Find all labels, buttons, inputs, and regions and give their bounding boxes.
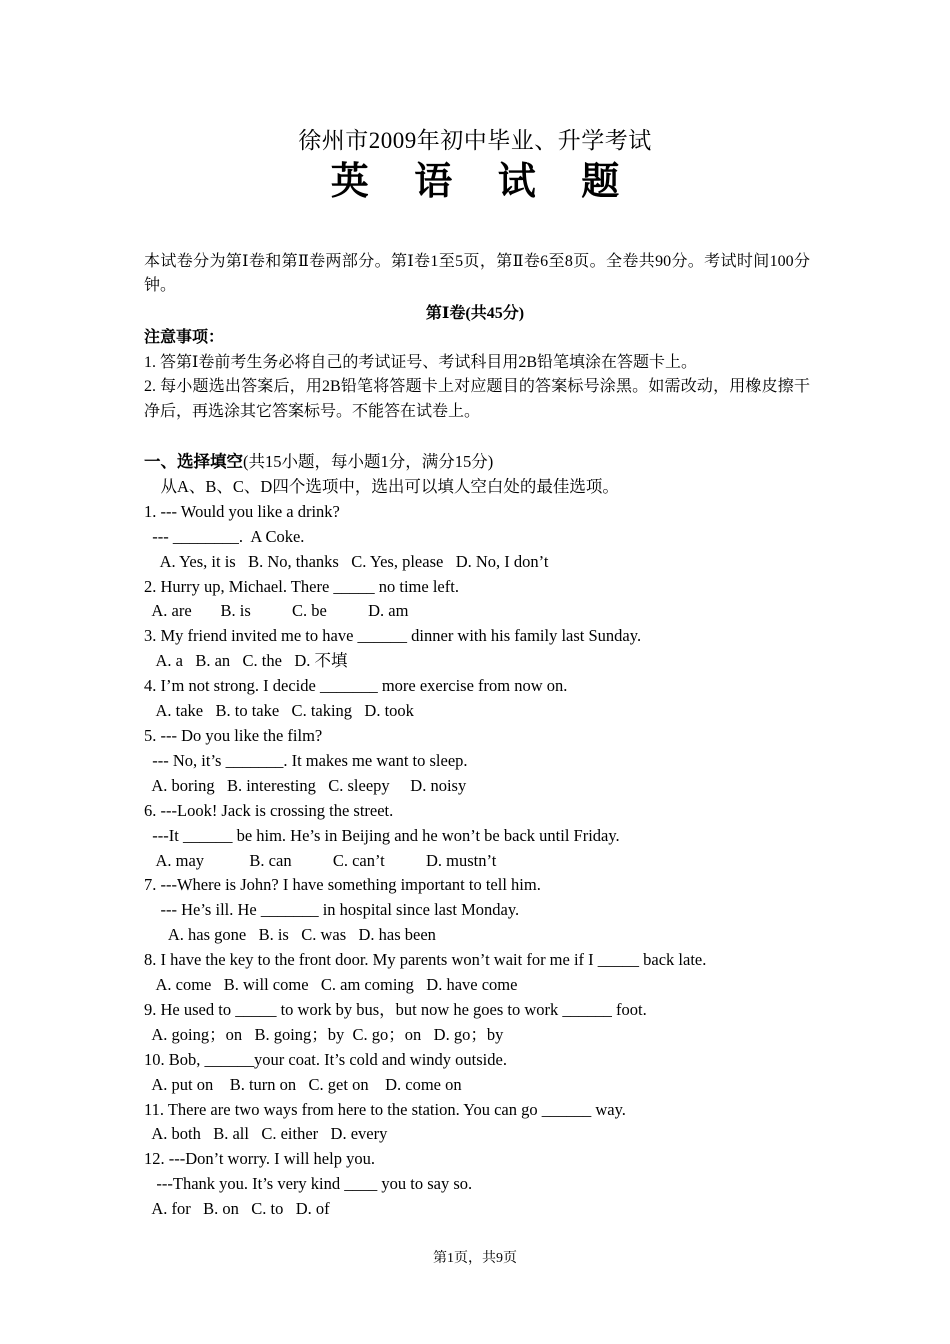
notes-item-2: 2. 每小题选出答案后，用2B铅笔将答题卡上对应题目的答案标号涂黑。如需改动，用橡皮擦干净后，再选涂其它答案标号。不能答在试卷上。 xyxy=(144,378,810,420)
question-line: A. put on B. turn on C. get on D. come on xyxy=(144,1074,462,1094)
question-line: ---It ______ be him. He’s in Beijing and he won’t be back until Friday. xyxy=(144,825,620,845)
question-line: A. take B. to take C. taking D. took xyxy=(144,701,414,721)
part-heading-rest: (共15小题，每小题1分，满分15分) xyxy=(243,452,494,471)
subject-title: 英 语 试 题 xyxy=(330,161,638,203)
question-line: 9. He used to _____ to work by bus，but now he goes to work ______ foot. xyxy=(144,999,647,1019)
question-line: A. a B. an C. the D. 不填 xyxy=(144,651,348,671)
exam-title-line: 徐州市2009年初中毕业、升学考试 xyxy=(298,128,652,153)
question-line: 8. I have the key to the front door. My parents won’t wait for me if I _____ back late. xyxy=(144,950,707,970)
question-line: 2. Hurry up, Michael. There _____ no time left. xyxy=(144,576,459,596)
question-line: 5. --- Do you like the film? xyxy=(144,725,323,745)
part-heading xyxy=(144,450,824,475)
question-line: 4. I’m not strong. I decide _______ more exercise from now on. xyxy=(144,676,568,696)
question-line: 6. ---Look! Jack is crossing the street. xyxy=(144,800,394,820)
question-line: --- No, it’s _______. It makes me want to sleep. xyxy=(144,750,468,770)
question-line: A. come B. will come C. am coming D. have come xyxy=(144,975,518,995)
question-line: A. are B. is C. be D. am xyxy=(144,601,409,621)
question-line: 3. My friend invited me to have ______ dinner with his family last Sunday. xyxy=(144,626,642,646)
question-line: 7. ---Where is John? I have something important to tell him. xyxy=(144,875,541,895)
question-line: ---Thank you. It’s very kind ____ you to say so. xyxy=(144,1174,473,1194)
question-line: A. boring B. interesting C. sleepy D. noisy xyxy=(144,775,467,795)
question-line: 1. --- Would you like a drink? xyxy=(144,501,340,521)
part-instruction: 从A、B、C、D四个选项中，选出可以填人空白处的最佳选项。 xyxy=(144,476,619,496)
page-footer: 第1页，共9页 xyxy=(433,1251,517,1266)
intro-paragraph: 本试卷分为第Ⅰ卷和第Ⅱ卷两部分。第Ⅰ卷1至5页，第Ⅱ卷6至8页。全卷共90分。考试时间100分钟。 xyxy=(144,253,810,294)
part-heading-bold: 一、选择填空 xyxy=(144,452,243,471)
question-line: --- ________. A Coke. xyxy=(144,526,305,546)
question-line: 10. Bob, ______your coat. It’s cold and windy outside. xyxy=(144,1049,507,1069)
notes-block xyxy=(144,326,810,424)
question-line: A. going；on B. going；by C. go；on D. go；by xyxy=(144,1024,504,1044)
question-list xyxy=(144,500,824,1222)
part-one xyxy=(144,450,824,1222)
question-line: --- He’s ill. He _______ in hospital since last Monday. xyxy=(144,900,520,920)
question-line: A. Yes, it is B. No, thanks C. Yes, please D. No, I don’t xyxy=(144,551,549,571)
question-line: A. for B. on C. to D. of xyxy=(144,1199,330,1219)
question-line: 12. ---Don’t worry. I will help you. xyxy=(144,1149,375,1169)
question-line: A. has gone B. is C. was D. has been xyxy=(144,925,436,945)
question-line: A. both B. all C. either D. every xyxy=(144,1124,388,1144)
notes-item-1: 1. 答第Ⅰ卷前考生务必将自己的考试证号、考试科目用2B铅笔填涂在答题卡上。 xyxy=(144,353,697,371)
question-line: A. may B. can C. can’t D. mustn’t xyxy=(144,850,497,870)
notes-heading: 注意事项： xyxy=(144,329,225,346)
section-title: 第Ⅰ卷(共45分) xyxy=(425,305,525,322)
question-line: 11. There are two ways from here to the station. You can go ______ way. xyxy=(144,1099,626,1119)
